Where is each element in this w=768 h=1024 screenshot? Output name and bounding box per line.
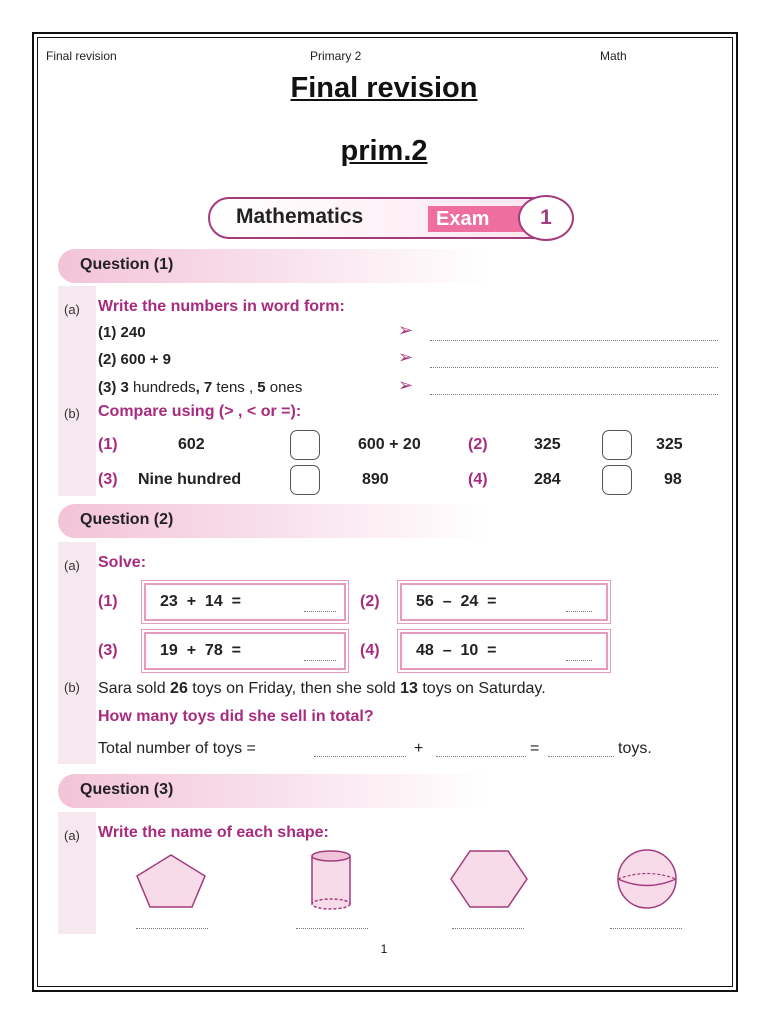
arrow-icon: ➢: [398, 375, 414, 395]
answer-line[interactable]: [430, 367, 718, 368]
q3-a-instruction: Write the name of each shape:: [98, 824, 329, 841]
answer-line[interactable]: [304, 660, 336, 661]
toys-word: toys.: [618, 740, 652, 757]
exam-label: Exam: [428, 206, 524, 232]
header-left: Final revision: [46, 49, 117, 63]
compare-left: 602: [178, 436, 205, 453]
compare-right: 600 + 20: [358, 436, 421, 453]
compare-right: 890: [362, 471, 389, 488]
solve-box: [400, 632, 608, 670]
solve-index: (3): [98, 642, 118, 659]
total-label: Total number of toys =: [98, 740, 256, 757]
answer-line[interactable]: [548, 756, 614, 757]
compare-left: 325: [534, 436, 561, 453]
q2-b-question: How many toys did she sell in total?: [98, 708, 374, 725]
solve-expression: 23 + 14 =: [160, 593, 241, 610]
solve-expression: 19 + 78 =: [160, 642, 241, 659]
answer-line[interactable]: [566, 660, 592, 661]
answer-line[interactable]: [430, 340, 718, 341]
sphere-icon: [614, 848, 680, 910]
answer-line[interactable]: [304, 611, 336, 612]
cylinder-icon: [306, 848, 356, 912]
solve-index: (2): [360, 593, 380, 610]
exam-sheet: [44, 188, 728, 934]
equals-sign: =: [530, 740, 540, 757]
compare-box[interactable]: [290, 465, 320, 495]
question-1-title: Question (1): [80, 256, 174, 273]
compare-right: 98: [664, 471, 682, 488]
compare-left: Nine hundred: [138, 471, 242, 488]
answer-line[interactable]: [610, 928, 682, 929]
plus-sign: +: [414, 740, 424, 757]
question-2-band: [58, 542, 96, 764]
solve-expression: 48 – 10 =: [416, 642, 497, 659]
exam-subject: Mathematics: [236, 205, 364, 228]
q2-a-letter: (a): [64, 558, 80, 573]
compare-right: 325: [656, 436, 683, 453]
q3-a-letter: (a): [64, 828, 80, 843]
q1-a-letter: (a): [64, 302, 80, 317]
question-2-title: Question (2): [80, 511, 174, 528]
question-1-band: [58, 286, 96, 496]
header-center: Primary 2: [310, 49, 362, 63]
answer-line[interactable]: [430, 394, 718, 395]
compare-left: 284: [534, 471, 561, 488]
solve-box: [144, 583, 346, 621]
q1-a-item-3: (3) 3 hundreds, 7 tens , 5 ones: [98, 379, 303, 396]
q2-b-letter: (b): [64, 680, 80, 695]
answer-line[interactable]: [436, 756, 526, 757]
answer-line[interactable]: [452, 928, 524, 929]
compare-box[interactable]: [602, 430, 632, 460]
solve-index: (4): [360, 642, 380, 659]
page-title: Final revision: [290, 72, 478, 104]
pentagon-icon: [134, 852, 208, 910]
compare-box[interactable]: [290, 430, 320, 460]
question-2-heading: [58, 504, 488, 538]
hexagon-icon: [448, 848, 530, 910]
q1-a-instruction: Write the numbers in word form:: [98, 298, 345, 315]
compare-index: (2): [468, 436, 488, 453]
compare-box[interactable]: [602, 465, 632, 495]
q2-b-story: Sara sold 26 toys on Friday, then she sold 13 toys on Saturday.: [98, 680, 546, 697]
answer-line[interactable]: [296, 928, 368, 929]
solve-box: [400, 583, 608, 621]
header-right: Math: [600, 49, 627, 63]
answer-line[interactable]: [136, 928, 208, 929]
compare-index: (4): [468, 471, 488, 488]
exam-number: 1: [518, 195, 574, 241]
page-subtitle: prim.2: [340, 135, 428, 167]
question-1-heading: [58, 249, 488, 283]
question-3-heading: [58, 774, 488, 808]
question-3-title: Question (3): [80, 781, 174, 798]
compare-index: (3): [98, 471, 118, 488]
q1-a-item-2: (2) 600 + 9: [98, 351, 171, 368]
answer-line[interactable]: [314, 756, 406, 757]
answer-line[interactable]: [566, 611, 592, 612]
q2-a-instruction: Solve:: [98, 554, 147, 571]
solve-index: (1): [98, 593, 118, 610]
compare-index: (1): [98, 436, 118, 453]
solve-box: [144, 632, 346, 670]
arrow-icon: ➢: [398, 347, 414, 367]
solve-expression: 56 – 24 =: [416, 593, 497, 610]
arrow-icon: ➢: [398, 320, 414, 340]
page-number: 1: [380, 942, 388, 956]
exam-banner: [208, 197, 572, 239]
q1-b-instruction: Compare using (> , < or =):: [98, 403, 302, 420]
q1-a-item-1: (1) 240: [98, 324, 146, 341]
q1-b-letter: (b): [64, 406, 80, 421]
